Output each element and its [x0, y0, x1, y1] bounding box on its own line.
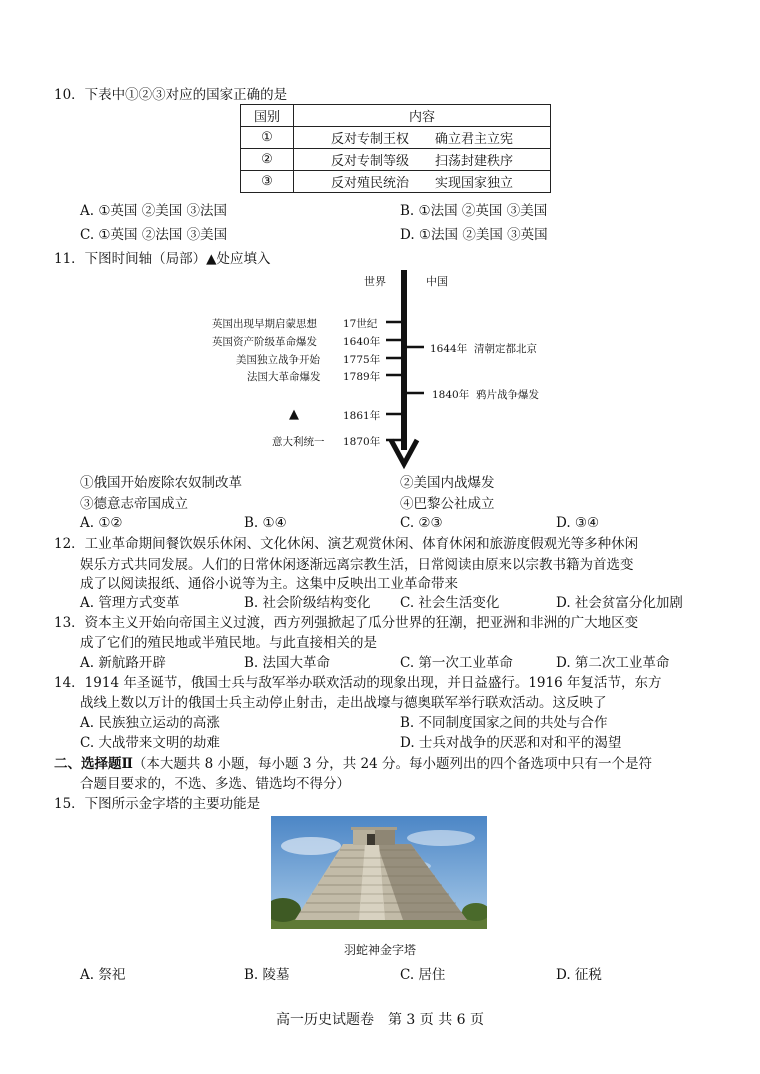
q11-item: ④巴黎公社成立 — [400, 496, 495, 512]
timeline-event: 英国资产阶级革命爆发 — [212, 336, 317, 348]
q13-line: 13．资本主义开始向帝国主义过渡，西方列强掀起了瓜分世界的狂潮，把亚洲和非洲的广大地区变 — [54, 615, 639, 631]
q12-option-c[interactable]: C. 社会生活变化 — [400, 595, 500, 611]
q12-option-a[interactable]: A. 管理方式变革 — [80, 595, 180, 611]
timeline-year: 1789年 — [343, 371, 381, 383]
q13-option-c[interactable]: C. 第一次工业革命 — [400, 655, 513, 671]
q10-option-c[interactable]: C. ①英国 ②法国 ③美国 — [80, 227, 228, 243]
q11-option-b[interactable]: B. ①④ — [244, 515, 287, 531]
q15-stem: 15．下图所示金字塔的主要功能是 — [54, 796, 261, 812]
page-footer: 高一历史试题卷 第 3 页 共 6 页 — [275, 1012, 485, 1028]
image-caption: 羽蛇神金字塔 — [343, 943, 416, 957]
timeline-event: 清朝定都北京 — [474, 343, 537, 355]
q13-option-a[interactable]: A. 新航路开辟 — [80, 655, 166, 671]
q15-option-d[interactable]: D. 征税 — [556, 967, 602, 983]
section-desc-line2: 合题目要求的，不选、多选、错选均不得分） — [80, 776, 350, 792]
timeline-world-header: 世界 — [364, 275, 386, 288]
q10-option-d[interactable]: D. ①法国 ②美国 ③英国 — [400, 227, 548, 243]
timeline-year: 1644年 — [430, 343, 468, 355]
q13-option-b[interactable]: B. 法国大革命 — [244, 655, 331, 671]
table-cell: ③ — [241, 171, 294, 193]
q10-stem: 10．下表中①②③对应的国家正确的是 — [54, 87, 288, 103]
q11-option-a[interactable]: A. ①② — [80, 515, 123, 531]
timeline-china-header: 中国 — [426, 275, 448, 288]
section-desc: （本大题共 8 小题，每小题 3 分，共 24 分。每小题列出的四个备选项中只有一个是符 — [132, 756, 652, 772]
q12-line: 成了以阅读报纸、通俗小说等为主。这集中反映出工业革命带来 — [80, 576, 458, 592]
timeline-event: 鸦片战争爆发 — [476, 389, 539, 401]
q12-option-b[interactable]: B. 社会阶级结构变化 — [244, 595, 371, 611]
table-cell: 反对专制等级 扫荡封建秩序 — [294, 149, 551, 171]
q15-option-b[interactable]: B. 陵墓 — [244, 967, 290, 983]
q14-line: 战线上数以万计的俄国士兵主动停止射击，走出战壕与德奥联军举行联欢活动。这反映了 — [80, 695, 607, 711]
table-cell: 反对殖民统治 实现国家独立 — [294, 171, 551, 193]
q13-line: 成了它们的殖民地或半殖民地。与此直接相关的是 — [80, 635, 377, 651]
table-header-cell: 国别 — [241, 105, 294, 127]
q10-option-b[interactable]: B. ①法国 ②英国 ③美国 — [400, 203, 548, 219]
timeline-year: 17世纪 — [343, 318, 378, 330]
timeline-year: 1870年 — [343, 436, 381, 448]
q14-option-b[interactable]: B. 不同制度国家之间的共处与合作 — [400, 715, 608, 731]
table-cell: ① — [241, 127, 294, 149]
section-title: 二、选择题Ⅱ — [54, 756, 133, 772]
q12-option-d[interactable]: D. 社会贫富分化加剧 — [556, 595, 683, 611]
table-header-cell: 内容 — [294, 105, 551, 127]
timeline-event: 意大利统一 — [272, 436, 325, 448]
q11-option-c[interactable]: C. ②③ — [400, 515, 443, 531]
q13-option-d[interactable]: D. 第二次工业革命 — [556, 655, 670, 671]
section-heading — [54, 755, 652, 773]
timeline-year: 1775年 — [343, 354, 381, 366]
q15-option-c[interactable]: C. 居住 — [400, 967, 446, 983]
timeline-year: 1840年 — [432, 389, 470, 401]
timeline-event: 美国独立战争开始 — [236, 354, 320, 366]
q11-stem: 11．下图时间轴（局部）▲处应填入 — [54, 251, 271, 267]
blank-triangle-icon: ▲ — [289, 407, 299, 422]
timeline-event: 英国出现早期启蒙思想 — [212, 318, 317, 330]
q11-item: ①俄国开始废除农奴制改革 — [80, 475, 242, 491]
table-cell: 反对专制王权 确立君主立宪 — [294, 127, 551, 149]
q14-option-a[interactable]: A. 民族独立运动的高涨 — [80, 715, 220, 731]
q15-option-a[interactable]: A. 祭祀 — [80, 967, 126, 983]
q11-item: ②美国内战爆发 — [400, 475, 495, 491]
q14-option-c[interactable]: C. 大战带来文明的劫难 — [80, 735, 220, 751]
q11-item: ③德意志帝国成立 — [80, 496, 188, 512]
timeline-year: 1640年 — [343, 336, 381, 348]
q10-option-a[interactable]: A. ①英国 ②美国 ③法国 — [80, 203, 228, 219]
pyramid-photo — [271, 816, 487, 929]
q14-line: 14．1914 年圣诞节，俄国士兵与敌军举办联欢活动的现象出现，并日益盛行。1916 年复活节，东方 — [54, 675, 662, 691]
q12-line: 12．工业革命期间餐饮娱乐休闲、文化休闲、演艺观赏休闲、体育休闲和旅游度假观光等多种休闲 — [54, 536, 639, 552]
q14-option-d[interactable]: D. 士兵对战争的厌恶和对和平的渴望 — [400, 735, 622, 751]
q11-option-d[interactable]: D. ③④ — [556, 515, 600, 531]
timeline-year: 1861年 — [343, 410, 381, 422]
table-cell: ② — [241, 149, 294, 171]
q12-line: 娱乐方式共同发展。人们的日常休闲逐渐远离宗教生活，日常阅读由原来以宗教书籍为首选变 — [80, 557, 634, 573]
timeline-event: 法国大革命爆发 — [247, 371, 321, 383]
